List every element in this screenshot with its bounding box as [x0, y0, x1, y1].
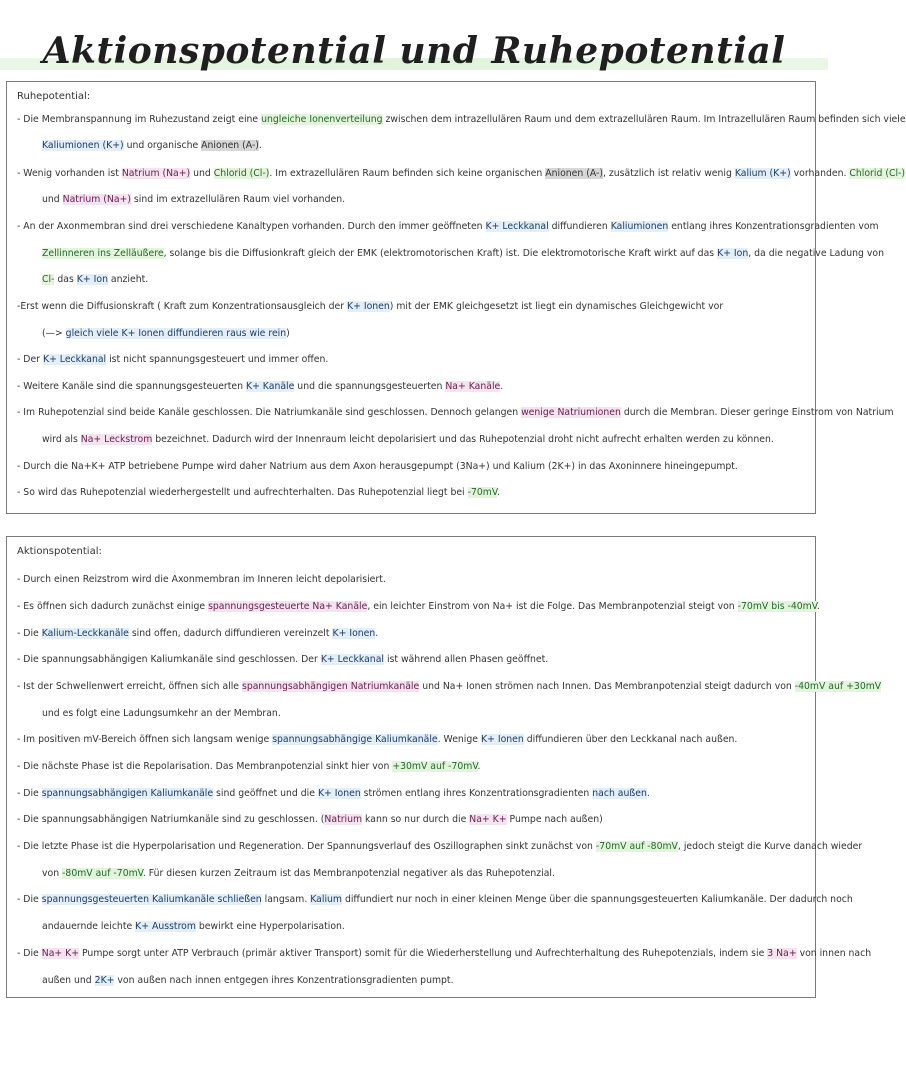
highlighted-term: Zellinneren ins Zelläußere [42, 248, 164, 259]
box1-line [42, 328, 290, 339]
highlighted-term: Na+ K+ [469, 814, 507, 825]
highlighted-term: Na+ K+ [41, 948, 80, 959]
text-segment: - Durch die Na+K+ ATP betriebene Pumpe wird daher Natrium aus dem Axon herausgepumpt (3Na+) und Kalium (2K+) in das Axoninnere hineingepumpt. [17, 461, 738, 472]
text-segment: und organische [123, 140, 202, 151]
text-segment: - An der Axonmembran sind drei verschiedene Kanaltypen vorhanden. Durch den immer geöffneten [17, 221, 486, 232]
highlighted-term: K+ Leckkanal [320, 654, 384, 665]
box1-line [17, 487, 500, 498]
text-segment: ist während allen Phasen geöffnet. [383, 654, 549, 665]
box1-line [17, 301, 723, 312]
text-segment: . [500, 381, 504, 392]
text-segment: außen und [42, 975, 95, 986]
highlighted-term: K+ Ion [76, 274, 108, 285]
highlighted-term: ungleiche Ionenverteilung [261, 114, 383, 125]
highlighted-term: -70mV bis -40mV [737, 601, 817, 612]
box1-line [17, 221, 879, 232]
text-segment: und es folgt eine Ladungsumkehr an der Membran. [42, 708, 281, 719]
box2-line [17, 761, 481, 772]
text-segment: - Die [17, 894, 42, 905]
text-segment: vorhanden. [790, 168, 850, 179]
highlighted-term: 3 Na+ [767, 948, 797, 959]
text-segment: sind im extrazellulären Raum viel vorhanden. [130, 194, 346, 205]
box2-line [17, 948, 871, 959]
highlighted-term: Chlorid (Cl-) [849, 168, 906, 179]
text-segment: sind geöffnet und die [213, 788, 318, 799]
text-segment: , zusätzlich ist relativ wenig [602, 168, 735, 179]
highlighted-term: K+ Ionen [347, 301, 390, 312]
box2-line [42, 975, 454, 986]
box2-line [42, 868, 555, 879]
highlighted-term: +30mV auf -70mV [392, 761, 478, 772]
highlighted-term: Anionen (A-) [201, 140, 259, 151]
box1-line [42, 248, 884, 259]
highlighted-term: K+ Kanäle [245, 381, 295, 392]
box2-line [17, 841, 862, 852]
text-segment: , solange bis die Diffusionkraft gleich der EMK (elektromotorischen Kraft) ist. Die elektromotorische Kraft wirkt auf das [163, 248, 718, 259]
text-segment: - Die [17, 948, 42, 959]
text-segment: . [477, 761, 481, 772]
text-segment: - So wird das Ruhepotenzial wiederhergestellt und aufrechterhalten. Das Ruhepotenzial liegt bei [17, 487, 468, 498]
box1-line [42, 434, 774, 445]
text-segment: - Ist der Schwellenwert erreicht, öffnen sich alle [17, 681, 242, 692]
highlighted-term: Anionen (A-) [545, 168, 603, 179]
highlighted-term: Natrium (Na+) [62, 194, 131, 205]
text-segment: . [816, 601, 820, 612]
text-segment: , da die negative Ladung von [748, 248, 884, 259]
box2-line [17, 894, 853, 905]
text-segment: Pumpe sorgt unter ATP Verbrauch (primär aktiver Transport) somit für die Wiederherstellung und Aufrechterhaltung des Ruhepotenzials, indem sie [79, 948, 768, 959]
box2-line [17, 734, 737, 745]
text-segment: . Für diesen kurzen Zeitraum ist das Membranpotenzial negativer als das Ruhepotenzial. [142, 868, 555, 879]
highlighted-term: Kalium [310, 894, 342, 905]
text-segment: ist nicht spannungsgesteuert und immer offen. [106, 354, 329, 365]
text-segment: - Im positiven mV-Bereich öffnen sich langsam wenige [17, 734, 273, 745]
text-segment: das [54, 274, 77, 285]
text-segment: - Die [17, 628, 42, 639]
highlighted-term: Natrium (Na+) [121, 168, 191, 179]
highlighted-term: -70mV auf -80mV [595, 841, 678, 852]
box2-line [17, 601, 820, 612]
text-segment: - Die letzte Phase ist die Hyperpolarisation und Regeneration. Der Spannungsverlauf des Oszillographen sinkt zunächst von [17, 841, 596, 852]
box2-line [17, 814, 603, 825]
text-segment: andauernde leichte [42, 921, 136, 932]
highlighted-term: Kalium-Leckkanäle [41, 628, 129, 639]
text-segment: wird als [42, 434, 81, 445]
text-segment: ) mit der EMK gleichgesetzt ist liegt ein dynamisches Gleichgewicht vor [389, 301, 724, 312]
text-segment: (—> [42, 328, 66, 339]
text-segment: . Wenige [437, 734, 481, 745]
highlighted-term: Natrium [324, 814, 363, 825]
box1-line [42, 274, 148, 285]
highlighted-term: Kaliumionen [610, 221, 669, 232]
ruhepotential-heading: Ruhepotential: [17, 91, 91, 102]
box2-line [17, 788, 650, 799]
highlighted-term: Na+ Leckstrom [80, 434, 153, 445]
text-segment: von innen nach [796, 948, 872, 959]
text-segment: diffundieren [548, 221, 611, 232]
highlighted-term: nach außen [592, 788, 647, 799]
text-segment: . [646, 788, 650, 799]
box2-line [42, 921, 345, 932]
text-segment: entlang ihres Konzentrationsgradienten vom [668, 221, 879, 232]
text-segment: - Die [17, 788, 42, 799]
highlighted-term: Cl- [42, 274, 55, 285]
text-segment: und die spannungsgesteuerten [294, 381, 446, 392]
text-segment: - Die spannungsabhängigen Natriumkanäle sind zu geschlossen. ( [17, 814, 325, 825]
box1-line [17, 407, 894, 418]
text-segment: . [258, 140, 262, 151]
text-segment: bewirkt eine Hyperpolarisation. [195, 921, 345, 932]
highlighted-term: wenige Natriumionen [521, 407, 621, 418]
text-segment: - Durch einen Reizstrom wird die Axonmembran im Inneren leicht depolarisiert. [17, 574, 386, 585]
highlighted-term: spannungsabhängigen Natriumkanäle [241, 681, 420, 692]
highlighted-term: K+ Ion [717, 248, 749, 259]
box1-line [42, 194, 345, 205]
text-segment: -Erst wenn die Diffusionskraft ( Kraft zum Konzentrationsausgleich der [17, 301, 348, 312]
box2-line [17, 654, 548, 665]
highlighted-term: Kaliumionen (K+) [42, 140, 124, 151]
box1-line [17, 168, 905, 179]
highlighted-term: K+ Ausstrom [135, 921, 196, 932]
text-segment: - Es öffnen sich dadurch zunächst einige [17, 601, 209, 612]
aktionspotential-box [6, 536, 882, 998]
highlighted-term: -80mV auf -70mV [62, 868, 143, 879]
highlighted-term: Chlorid (Cl-) [213, 168, 270, 179]
text-segment: - Die nächste Phase ist die Repolarisation. Das Membranpotenzial sinkt hier von [17, 761, 393, 772]
highlighted-term: spannungsabhängige Kaliumkanäle [272, 734, 438, 745]
text-segment: - Weitere Kanäle sind die spannungsgesteuerten [17, 381, 246, 392]
text-segment: bezeichnet. Dadurch wird der Innenraum leicht depolarisiert und das Ruhepotenzial droht nicht aufrecht erhalten werden zu können. [152, 434, 774, 445]
text-segment: anzieht. [107, 274, 149, 285]
highlighted-term: Kalium (K+) [734, 168, 791, 179]
text-segment: . [375, 628, 379, 639]
text-segment: langsam. [261, 894, 311, 905]
highlighted-term: gleich viele K+ Ionen diffundieren raus wie rein [65, 328, 287, 339]
highlighted-term: K+ Leckkanal [485, 221, 549, 232]
box2-line [42, 708, 281, 719]
ruhepotential-box [6, 81, 906, 514]
text-segment: - Im Ruhepotenzial sind beide Kanäle geschlossen. Die Natriumkanäle sind geschlossen. Dennoch gelangen [17, 407, 522, 418]
highlighted-term: K+ Ionen [317, 788, 361, 799]
highlighted-term: K+ Ionen [480, 734, 524, 745]
text-segment: von außen nach innen entgegen ihres Konzentrationsgradienten pumpt. [114, 975, 454, 986]
text-segment: - Die spannungsabhängigen Kaliumkanäle sind geschlossen. Der [17, 654, 321, 665]
highlighted-term: K+ Leckkanal [42, 354, 107, 365]
text-segment: . Im extrazellulären Raum befinden sich keine organischen [269, 168, 546, 179]
text-segment: , jedoch steigt die Kurve danach wieder [677, 841, 863, 852]
box2-line [17, 574, 386, 585]
highlighted-term: -70mV [467, 487, 498, 498]
box1-line [42, 140, 262, 151]
text-segment: zwischen dem intrazellulären Raum und dem extrazellulären Raum. Im Intrazellulären Raum befinden sich viele [382, 114, 906, 125]
page-title: Aktionspotential und Ruhepotential [42, 30, 786, 72]
highlighted-term: -40mV auf +30mV [794, 681, 882, 692]
text-segment: und [190, 168, 214, 179]
box1-line [17, 354, 328, 365]
text-segment: diffundiert nur noch in einer kleinen Menge über die spannungsgesteuerten Kaliumkanäle. Der dadurch noch [341, 894, 853, 905]
box1-line [17, 381, 503, 392]
text-segment: kann so nur durch die [362, 814, 470, 825]
box1-line [17, 114, 906, 125]
text-segment: ) [286, 328, 290, 339]
text-segment: und Na+ Ionen strömen nach Innen. Das Membranpotenzial steigt dadurch von [419, 681, 795, 692]
text-segment: diffundieren über den Leckkanal nach außen. [523, 734, 738, 745]
text-segment: - Der [17, 354, 43, 365]
text-segment: - Wenig vorhanden ist [17, 168, 122, 179]
text-segment: von [42, 868, 63, 879]
highlighted-term: spannungsgesteuerten Kaliumkanäle schließen [41, 894, 262, 905]
highlighted-term: K+ Ionen [332, 628, 376, 639]
highlighted-term: Na+ Kanäle [445, 381, 501, 392]
text-segment: . [497, 487, 500, 498]
highlighted-term: spannungsabhängigen Kaliumkanäle [41, 788, 214, 799]
text-segment: strömen entlang ihres Konzentrationsgradienten [360, 788, 593, 799]
text-segment: und [42, 194, 63, 205]
text-segment: - Die Membranspannung im Ruhezustand zeigt eine [17, 114, 262, 125]
text-segment: Pumpe nach außen) [506, 814, 603, 825]
highlighted-term: spannungsgesteuerte Na+ Kanäle [208, 601, 368, 612]
box2-line [17, 681, 881, 692]
text-segment: , ein leichter Einstrom von Na+ ist die Folge. Das Membranpotenzial steigt von [367, 601, 738, 612]
box1-line [17, 461, 738, 472]
text-segment: durch die Membran. Dieser geringe Einstrom von Natrium [620, 407, 894, 418]
highlighted-term: 2K+ [94, 975, 115, 986]
text-segment: sind offen, dadurch diffundieren vereinzelt [128, 628, 333, 639]
aktionspotential-heading: Aktionspotential: [17, 546, 102, 557]
box2-line [17, 628, 378, 639]
